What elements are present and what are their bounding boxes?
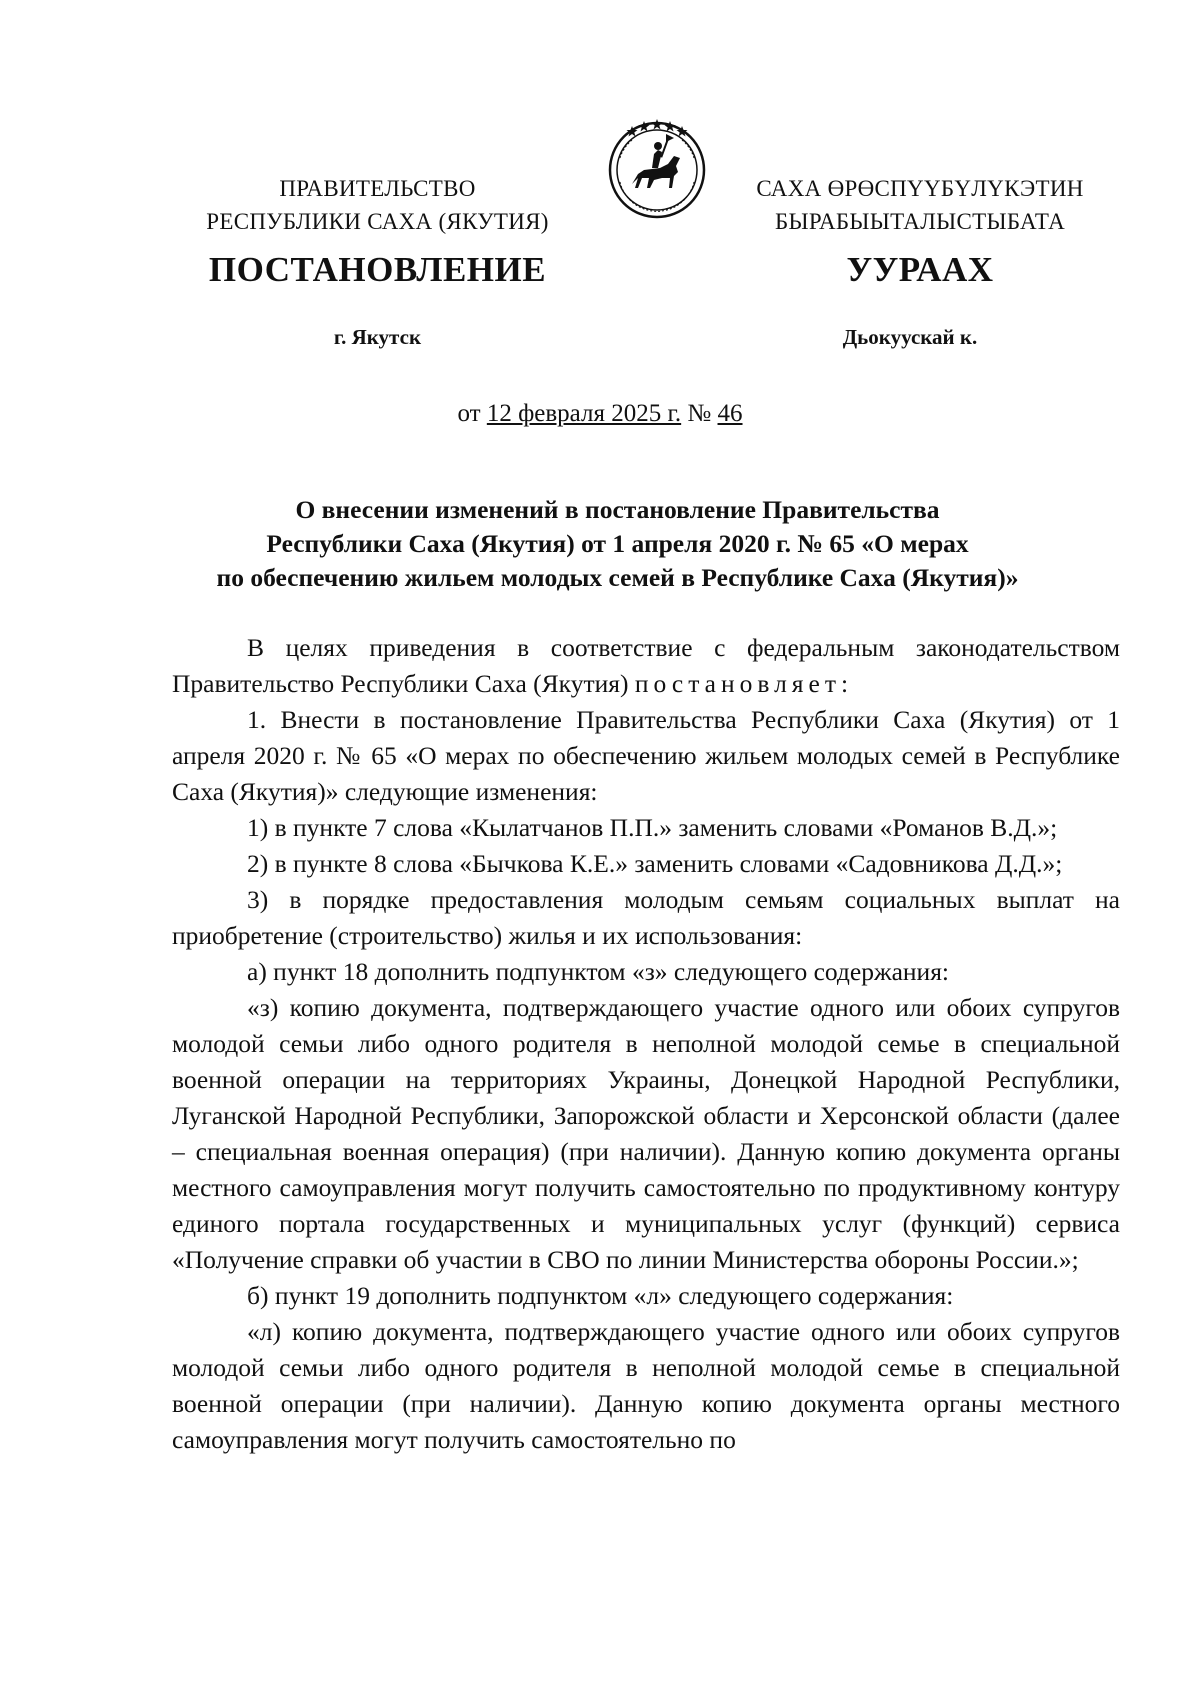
title-line1: О внесении изменений в постановление Правительства xyxy=(295,495,940,524)
number-sign: № xyxy=(681,400,718,427)
paragraph-subitem-a: а) пункт 18 дополнить подпунктом «з» следующего содержания: xyxy=(247,957,950,986)
government-name-russian xyxy=(175,172,580,238)
paragraph-subitem-3: 3) в порядке предоставления молодым семьям социальных выплат на приобретение (строительство) жилья и их использования: xyxy=(172,885,1120,950)
title-line3: по обеспечению жильем молодых семей в Республике Саха (Якутия)» xyxy=(216,563,1019,592)
date-prefix: от xyxy=(457,400,487,427)
title-line2: Республики Саха (Якутия) от 1 апреля 2020 г. № 65 «О мерах xyxy=(266,529,969,558)
doc-type-russian: ПОСТАНОВЛЕНИЕ xyxy=(208,250,547,289)
header-right-line1: САХА ӨРӨСПҮҮБҮЛҮКЭТИН xyxy=(756,176,1084,201)
resolves-word: постановляет: xyxy=(634,669,854,698)
document-date-line xyxy=(0,400,1200,428)
sakha-coat-of-arms-icon xyxy=(602,112,712,222)
doc-type-yakut: УУРААХ xyxy=(846,250,994,289)
document-body xyxy=(172,630,1120,1458)
government-name-yakut xyxy=(735,172,1105,238)
paragraph-subitem-2: 2) в пункте 8 слова «Бычкова К.Е.» заменить словами «Садовникова Д.Д.»; xyxy=(247,849,1063,878)
header-left-line2: РЕСПУБЛИКИ САХА (ЯКУТИЯ) xyxy=(206,209,549,234)
paragraph-item-1: 1. Внести в постановление Правительства Республики Саха (Якутия) от 1 апреля 2020 г. № 65 «О мерах по обеспечению жильем молодых семей в Республике Саха (Якутия)» следующие изменения: xyxy=(172,705,1120,806)
header-left-line1: ПРАВИТЕЛЬСТВО xyxy=(279,176,476,201)
city-russian: г. Якутск xyxy=(333,325,422,349)
document-number: 46 xyxy=(717,400,743,427)
document-date: 12 февраля 2025 г. xyxy=(486,400,682,427)
paragraph-subitem-z-text: «з) копию документа, подтверждающего участие одного или обоих супругов молодой семьи либо одного родителя в неполной молодой семье в специальной военной операции на территориях Украины, Донецкой Народной Республики, Луганской Народной Республики, Запорожской области и Херсонской области (далее – специальная военная операция) (при наличии). Данную копию документа органы местного самоуправления могут получить самостоятельно по продуктивному контуру единого портала государственных и муниципальных услуг (функций) сервиса «Получение справки об участии в СВО по линии Министерства обороны России.»; xyxy=(172,993,1120,1274)
paragraph-subitem-l-text: «л) копию документа, подтверждающего участие одного или обоих супругов молодой семьи либо одного родителя в неполной молодой семье в специальной военной операции (при наличии). Данную копию документа органы местного самоуправления могут получить самостоятельно по xyxy=(172,1317,1120,1454)
city-yakut: Дьокуускай к. xyxy=(842,325,978,349)
document-title xyxy=(150,493,1085,595)
paragraph-subitem-1: 1) в пункте 7 слова «Кылатчанов П.П.» заменить словами «Романов В.Д.»; xyxy=(247,813,1058,842)
header-right-line2: БЫРАБЫЫТАЛЫСТЫБАТА xyxy=(774,209,1066,234)
paragraph-preamble xyxy=(172,630,1120,702)
preamble-text: В целях приведения в соответствие с федеральным законодательством Правительство Республики Саха (Якутия) xyxy=(172,633,1120,698)
paragraph-subitem-b: б) пункт 19 дополнить подпунктом «л» следующего содержания: xyxy=(247,1281,954,1310)
